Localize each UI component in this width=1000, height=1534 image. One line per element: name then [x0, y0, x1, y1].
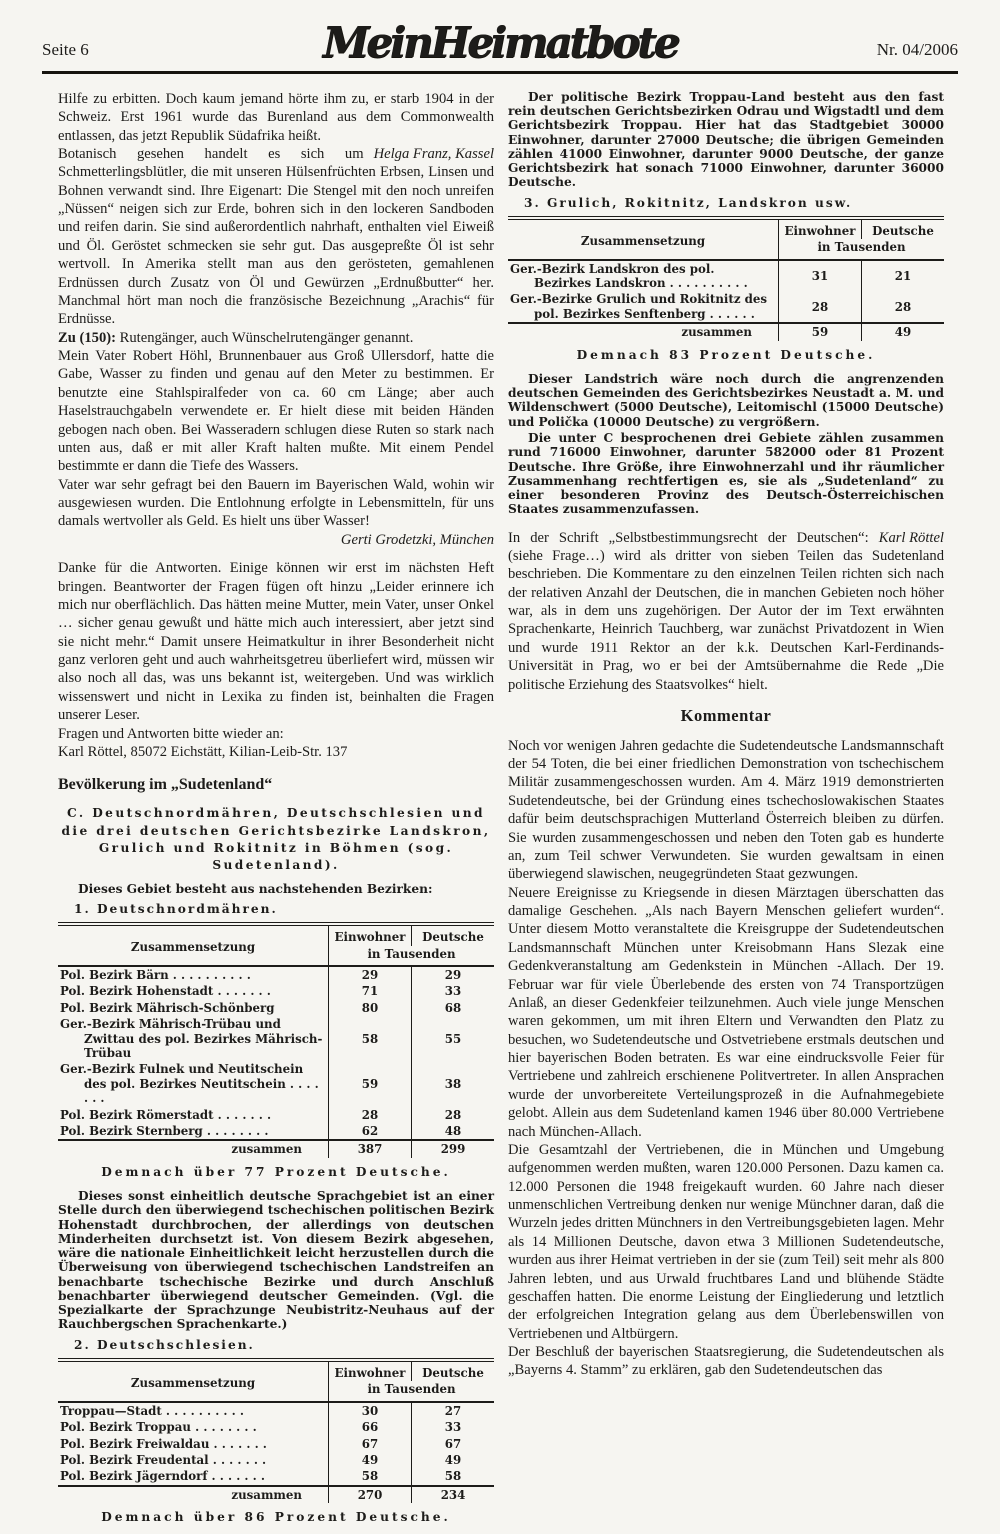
- deutsche-value: 29: [412, 966, 495, 983]
- row-label: Pol. Bezirk Mährisch-Schönberg: [60, 1000, 275, 1015]
- row-label: Pol. Bezirk Sternberg . . . . . . . .: [60, 1123, 269, 1138]
- table-row: [508, 291, 944, 323]
- subsection-3: 3. Grulich, Rokitnitz, Landskron usw.: [524, 195, 853, 210]
- deutsche-value: 48: [412, 1123, 495, 1140]
- spacer: [58, 549, 494, 559]
- table-row: [58, 1452, 494, 1468]
- paragraph-text: Rutengänger, auch Wünschelrutengänger genannt.: [115, 329, 414, 346]
- total-einwohner: 387: [329, 1140, 412, 1157]
- fraktur-heading-c: C. Deutschnordmähren, Deutschschlesien und die drei deutschen Gerichtsbezirke Landskron, Grulich und Rokitnitz in Böhmen (sog. Sudetenland).: [61, 806, 491, 872]
- row-label: Pol. Bezirk Freudental . . . . . . .: [60, 1452, 267, 1467]
- page-number: Seite 6: [42, 39, 89, 59]
- table-row: [58, 1016, 494, 1061]
- column-header: Einwohner: [779, 218, 862, 239]
- table-head: [58, 1360, 494, 1402]
- table-row: [58, 1000, 494, 1016]
- table-row: [58, 966, 494, 983]
- einwohner-value: 31: [779, 260, 862, 292]
- table-row: [58, 1419, 494, 1435]
- total-label: zusammen: [681, 325, 752, 340]
- table-note: Demnach 83 Prozent Deutsche.: [576, 347, 876, 362]
- einwohner-value: 28: [329, 1107, 412, 1123]
- column-header: Zusammensetzung: [130, 1375, 256, 1390]
- fraktur-paragraph: Die unter C besprochenen drei Gebiete zählen zusammen rund 716000 Einwohner, darunter 582000 oder 81 Prozent Deutsche. Ihre Größe, ihre Einwohnerzahl und ihr räumlicher Zusammenhang rechtfertigen es, sie als „Sudetenland“ zu einer besonderen Provinz des Deutsch-Österreichischen Staates zusammenzufassen.: [508, 430, 944, 517]
- paragraph: [58, 329, 494, 347]
- row-label: Ger.-Bezirke Grulich und Rokitnitz des pol. Bezirkes Senftenberg . . . . . .: [510, 292, 768, 321]
- table-row: [508, 260, 944, 292]
- page-header: [42, 18, 958, 74]
- table-row: [58, 983, 494, 999]
- einwohner-value: 66: [329, 1419, 412, 1435]
- einwohner-value: 49: [329, 1452, 412, 1468]
- left-column: [58, 90, 494, 1534]
- row-label: Ger.-Bezirk Landskron des pol. Bezirkes Landskron . . . . . . . . . .: [510, 261, 748, 291]
- column-header: Deutsche: [862, 218, 945, 239]
- paragraph-text: Vater war sehr gefragt bei den Bauern im Bayerischen Wald, wohin wir ausgewiesen wurden. Die Entlohnung erfolgte in Lebensmitteln, für uns damals wertvoller als Geld. Es hielt uns über Wasser!: [58, 476, 494, 530]
- population-table-grulich: [508, 216, 944, 341]
- table-row: [58, 1107, 494, 1123]
- two-column-body: [42, 74, 958, 1534]
- table-note: Demnach über 86 Prozent Deutsche.: [101, 1510, 451, 1525]
- deutsche-value: 68: [412, 1000, 495, 1016]
- table-row: [58, 1436, 494, 1452]
- fraktur-paragraph: Dieser Landstrich wäre noch durch die angrenzenden deutschen Gemeinden des Gerichtsbezirkes Neustadt a. M. und Wildenschwert (5000 Deutsche), Leitomischl (15000 Deutsche) und Polička (10000 Deutsche) zu vergrößern.: [508, 371, 944, 429]
- paragraph: [508, 529, 944, 694]
- table-total-row: [508, 323, 944, 340]
- column-header: Deutsche: [412, 924, 495, 945]
- row-label: Pol. Bezirk Troppau . . . . . . . .: [60, 1420, 257, 1435]
- table-note: Demnach über 77 Prozent Deutsche.: [101, 1164, 451, 1179]
- table-row: [58, 1468, 494, 1485]
- column-subheader: in Tausenden: [329, 946, 495, 966]
- issue-number: Nr. 04/2006: [876, 39, 958, 59]
- row-label: Pol. Bezirk Hohenstadt . . . . . . .: [60, 984, 271, 999]
- deutsche-value: 21: [862, 260, 945, 292]
- deutsche-value: 38: [412, 1061, 495, 1106]
- einwohner-value: 71: [329, 983, 412, 999]
- table-head: [508, 218, 944, 260]
- einwohner-value: 67: [329, 1436, 412, 1452]
- table-head: [58, 924, 494, 966]
- table-row: [58, 1123, 494, 1140]
- einwohner-value: 58: [329, 1468, 412, 1485]
- paragraph: [58, 145, 494, 329]
- einwohner-value: 28: [779, 291, 862, 323]
- paragraph: Der Beschluß der bayerischen Staatsregierung, die Sudetendeutschen als „Bayerns 4. Stamm” zu erklären, gab den Sudetendeutschen das: [508, 1344, 944, 1379]
- kommentar-heading: Kommentar: [680, 705, 772, 725]
- paragraph: Hilfe zu erbitten. Doch kaum jemand hörte ihm zu, er starb 1904 in der Schweiz. Erst 1961 wurde das Burenland aus dem Commonwealth entlassen, das jetzt Republik Südafrika heißt.: [58, 90, 494, 144]
- paragraph: Danke für die Antworten. Einige können wir erst im nächsten Heft bringen. Beantworter der Fragen fügen oft hinzu „Leider erinnere ich mich nur oberflächlich. Das hätten meine Mutter, mein Vater, unser Onkel … sicher genau gewußt und hätte mich auch interessiert, aber jetzt sind sie nicht mehr.“ Damit unsere Heimatkultur in ihrer Besonderheit nicht ganz verloren geht und auch wahrheitsgetreu überliefert wird, müssen wir also noch all das, was uns bekannt ist, weitergeben. Und was wirklich wissenswert und nicht in Lexika zu finden ist, beinhalten die Fragen unserer Leser.: [58, 560, 494, 724]
- row-label: Ger.-Bezirk Fulnek und Neutitschein des pol. Bezirkes Neutitschein . . . . . . .: [60, 1062, 319, 1106]
- deutsche-value: 55: [412, 1016, 495, 1061]
- total-deutsche: 234: [412, 1486, 495, 1503]
- right-column: [508, 90, 944, 1534]
- deutsche-value: 28: [862, 291, 945, 323]
- paragraph: [58, 476, 494, 550]
- paragraph: Noch vor wenigen Jahren gedachte die Sudetendeutsche Landsmannschaft der 54 Toten, die bei einer friedlichen Demonstration von tschechischem Militär zusammengeschossen wurden. Am 4. März 1919 demonstrierten Sudetendeutsche, bei der Gründung eines tschechoslowakischen Staates dafür beim deutschsprachigen Mutterland Österreich bleiben zu dürfen. Sie wurden zusammengeschossen und neben den Toten gab es hunderte an, zum Teil schwer Verwundeten. Sie wurden gewaltsam in einen überwiegend slawischen, neugegründeten Staat gezwungen.: [508, 737, 944, 883]
- fraktur-intro: Dieses Gebiet besteht aus nachstehenden Bezirken:: [78, 881, 433, 896]
- paragraph-text: Botanisch gesehen handelt es sich um Schmetterlingsblütler, die mit unseren Hülsenfrüchten Erbsen, Linsen und Bohnen verwandt sind. Ihre Eigenart: Die Stengel mit den noch unreifen „Nüssen“ neigen sich zur Erde, bohren sich in den lockeren Sandboden und reifen darin. Sie sind außerordentlich nahrhaft, enthalten viel Eiweiß und Öl. Geröstet schmecken sie sehr gut. Das ausgepreßte Öl ist sehr wertvoll. In Amerika stellt man aus den gerösteten, gemahlenen Erdnüssen durch Zusatz von Öl und Gewürzen „Erdnußbutter“ her. Manchmal hört man noch die französische Bezeichnung „Arachis“ für Erdnüsse.: [58, 145, 494, 328]
- deutsche-value: 33: [412, 983, 495, 999]
- einwohner-value: 62: [329, 1123, 412, 1140]
- section-title: Bevölkerung im „Sudetenland“: [58, 776, 273, 794]
- row-label: Troppau—Stadt . . . . . . . . . .: [60, 1403, 244, 1418]
- einwohner-value: 29: [329, 966, 412, 983]
- contact-address: Karl Röttel, 85072 Eichstätt, Kilian-Leib-Str. 137: [58, 743, 348, 760]
- column-subheader: in Tausenden: [779, 239, 945, 259]
- subsection-1: 1. Deutschnordmähren.: [74, 902, 278, 917]
- column-header: Zusammensetzung: [580, 233, 706, 248]
- table-row: [58, 1402, 494, 1419]
- table-total-row: [58, 1486, 494, 1503]
- total-label: zusammen: [231, 1487, 302, 1502]
- paragraph: Fragen und Antworten bitte wieder an:: [58, 725, 284, 742]
- deutsche-value: 58: [412, 1468, 495, 1485]
- masthead-title: MeinHeimatbote: [322, 18, 678, 67]
- einwohner-value: 30: [329, 1402, 412, 1419]
- paragraph: Neuere Ereignisse zu Kriegsende in diesen Märztagen überschatten das damalige Geschehen. „Als nach Bayern Menschen geliefert wurden“. Unter diesem Motto veranstaltete die Kreisgruppe der Sudetendeutschen Landsmannschaft München unter Kreisobmann Hans Slezak eine Gedenkveranstaltung am Gedenkstein in München -Allach. Der 19. Februar war für viele Überlebende des ersten von 74 Transportzügen Anlaß, an dieser Gedenkfeier teilzunehmen. Auch viele junge Menschen waren gekommen, um mit ihren Eltern und Verwandten den Platz zu besuchen, wo Sudetendeutsche und Ostvetriebene erstmals deutschen und hier bayerischen Boden betraten. Es war eine eindrucksvolle Feier für Vertriebene und zahlreich erschienene Politvertreter. In allen Ansprachen wurde der unvorbereitete Verteilungsprozeß in die Aufnahmegebiete gelobt. Allein aus dem Sudetenland kamen 1946 über 80.000 Vertriebene nach München-Allach.: [508, 884, 944, 1140]
- column-header: Einwohner: [329, 924, 412, 945]
- deutsche-value: 27: [412, 1402, 495, 1419]
- deutsche-value: 28: [412, 1107, 495, 1123]
- total-deutsche: 299: [412, 1140, 495, 1157]
- row-label: Pol. Bezirk Freiwaldau . . . . . . .: [60, 1436, 267, 1451]
- table-total-row: [58, 1140, 494, 1157]
- paragraph: Mein Vater Robert Höhl, Brunnenbauer aus Groß Ullersdorf, hatte die Gabe, Wasser zu finden und genau auf den Meter zu bestimmen. Er benutzte eine Stahlspiralfeder von ca. 60 cm Länge; aber auch Haselstrauchgabeln verwendete er. Er hielt diese mit beiden Händen gebogen nach oben. Bei Wasseradern schlugen diese Ruten so stark nach unten aus, daß er mit aller Kraft halten mußte. Mit einem Pendel bestimmte er dann die Tiefe des Wassers.: [58, 348, 494, 475]
- deutsche-value: 67: [412, 1436, 495, 1452]
- total-label: zusammen: [231, 1142, 302, 1157]
- total-einwohner: 59: [779, 323, 862, 340]
- author-signature: Karl Röttel: [878, 529, 944, 546]
- author-signature: Gerti Grodetzki, München: [340, 531, 494, 548]
- einwohner-value: 80: [329, 1000, 412, 1016]
- fraktur-paragraph: Der politische Bezirk Troppau-Land besteht aus den fast rein deutschen Gerichtsbezirken Odrau und Wigstadtl und dem Gerichtsbezirk Troppau. Hier hat das Stadtgebiet 30000 Einwohner, darunter 27000 Deutsche; die übrigen Gemeinden zählen 41000 Einwohner, darunter 9000 Deutsche, der ganze Gerichtsbezirk hat sonach 71000 Einwohner, darunter 36000 Deutsche.: [508, 89, 944, 190]
- fraktur-paragraph: Dieses sonst einheitlich deutsche Sprachgebiet ist an einer Stelle durch den überwiegend tschechischen politischen Bezirk Hohenstadt durchbrochen, der allerdings von deutschen Minderheiten durchsetzt ist. Von diesem Bezirk abgesehen, wäre die nationale Einheitlichkeit leicht herzustellen durch die Überweisung von überwiegend tschechischen Landstreifen an benachbarte tschechische Bezirke und durch Anschluß benachbarter überwiegend deutscher Gemeinden. (Vgl. die Spezialkarte der Sprachzunge Neubistritz-Neuhaus auf der Rauchbergschen Sprachenkarte.): [58, 1189, 494, 1332]
- population-table-nordmaehren: [58, 922, 494, 1157]
- spacer: [508, 519, 944, 529]
- entry-number: Zu (150):: [58, 329, 116, 346]
- einwohner-value: 59: [329, 1061, 412, 1106]
- author-signature: Helga Franz, Kassel: [373, 145, 494, 162]
- total-deutsche: 49: [862, 323, 945, 340]
- column-subheader: in Tausenden: [329, 1381, 495, 1401]
- paragraph: Die Gesamtzahl der Vertriebenen, die in München und Umgebung aufgenommen werden mußten, waren 120.000 Personen. Dazu kamen ca. 12.000 Personen die 1948 freigekauft wurden. 60 Jahre nach dieser unmenschlichen Vertreibung denken nur wenige Münchner daran, daß die Wurzeln jedes dritten Münchners in den Vertreibungsgebieten lagen. Mehr als 14 Millionen Deutsche, davon etwa 3 Millionen Sudetendeutsche, wurden aus ihrer Heimat vertrieben in der sie (zum Teil) seit mehr als 800 Jahren lebten, und aus Urwald fruchtbares Land und blühende Städte geschaffen hatten. Die enorme Leistung der Eingliederung und letztlich der erfolgreichen Integration gelang aus dem Überlebenswillen von Vertriebenen und Altbürgern.: [508, 1141, 944, 1342]
- total-einwohner: 270: [329, 1486, 412, 1503]
- column-header: Zusammensetzung: [130, 939, 256, 954]
- table-row: [58, 1061, 494, 1106]
- row-label: Pol. Bezirk Bärn . . . . . . . . . .: [60, 968, 251, 983]
- population-table-schlesien: [58, 1358, 494, 1503]
- row-label: Pol. Bezirk Römerstadt . . . . . . .: [60, 1107, 272, 1122]
- deutsche-value: 33: [412, 1419, 495, 1435]
- subsection-2: 2. Deutschschlesien.: [74, 1337, 255, 1352]
- einwohner-value: 58: [329, 1016, 412, 1061]
- row-label: Pol. Bezirk Jägerndorf . . . . . . .: [60, 1469, 265, 1484]
- deutsche-value: 49: [412, 1452, 495, 1468]
- column-header: Einwohner: [329, 1360, 412, 1381]
- paragraph-text: In der Schrift „Selbstbestimmungsrecht der Deutschen“: (siehe Frage…) wird als dritter von sieben Teilen das Sudetenland beschrieben. Die Kommentare zu den einzelnen Teilen richten sich nach der relativen Anzahl der Deutschen, die in manchen Gebieten noch höher war, als in dem uns zugehörigen. Der Autor der im Text erwähnten Sprachenkarte, Heinrich Tauchberg, war zunächst Privatdozent in Wien und wurde 1911 Rektor an der k.k. Deutschen Karl-Ferdinands-Universität in Prag, wo er bei der Amtsübernahme die Rede „Die politische Erziehung des Staatsvolkes“ hielt.: [508, 529, 944, 693]
- row-label: Ger.-Bezirk Mährisch-Trübau und Zwittau des pol. Bezirkes Mährisch-Trübau: [60, 1017, 323, 1061]
- column-header: Deutsche: [412, 1360, 495, 1381]
